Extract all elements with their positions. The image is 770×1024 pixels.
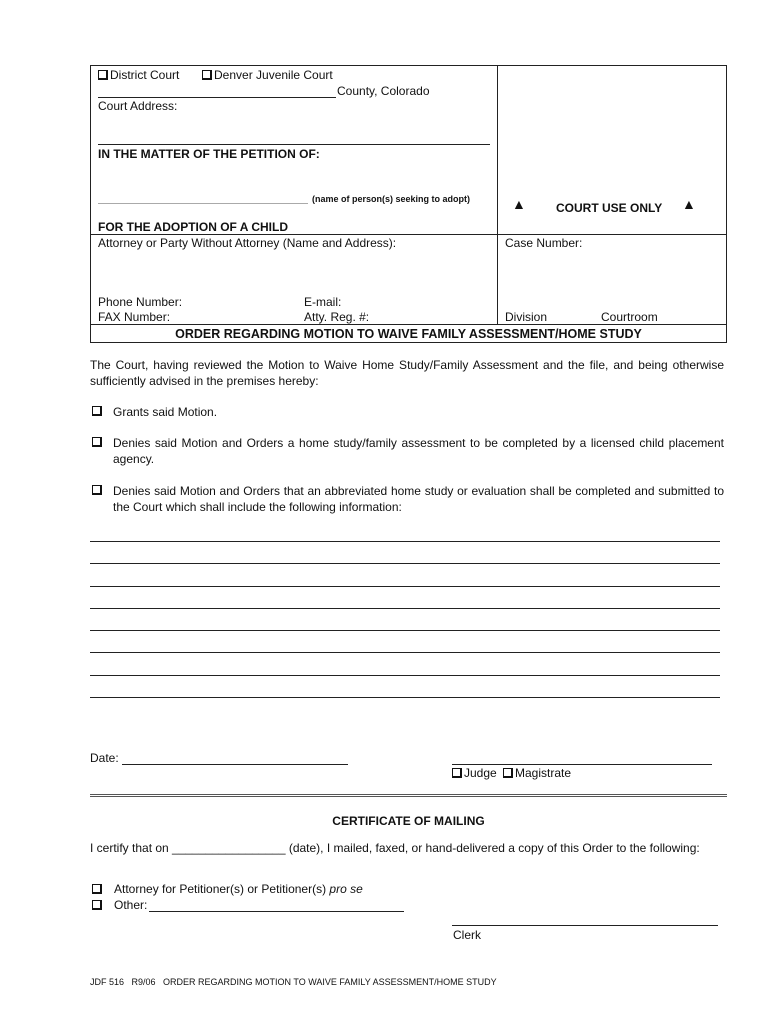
checkbox-icon — [92, 437, 102, 447]
info-line[interactable] — [90, 608, 720, 609]
option-text: Grants said Motion. — [113, 405, 218, 419]
fax-label: FAX Number: — [98, 310, 171, 324]
certificate-text: I certify that on _________________ (date), I mailed, faxed, or hand-delivered a copy of this Order to the following: — [90, 841, 700, 855]
courtroom-label: Courtroom — [601, 310, 658, 324]
checkbox-label: Denver Juvenile Court — [214, 68, 333, 82]
document-title: ORDER REGARDING MOTION TO WAIVE FAMILY ASSESSMENT/HOME STUDY — [175, 327, 642, 341]
footer: JDF 516 R9/06 ORDER REGARDING MOTION TO WAIVE FAMILY ASSESSMENT/HOME STUDY — [90, 977, 497, 987]
info-line[interactable] — [90, 586, 720, 587]
checkbox-label: Magistrate — [515, 766, 572, 780]
info-line[interactable] — [90, 630, 720, 631]
other-recipient-checkbox[interactable] — [92, 898, 104, 912]
clerk-signature-line[interactable] — [452, 925, 718, 926]
checkbox-icon — [452, 768, 462, 778]
division-label: Division — [505, 310, 548, 324]
clerk-label: Clerk — [453, 928, 482, 942]
attorney-recipient-checkbox[interactable] — [92, 882, 104, 896]
checkbox-icon — [202, 70, 212, 80]
up-triangle-icon: ▲ — [512, 196, 526, 212]
divider — [90, 324, 727, 325]
other-field[interactable] — [149, 911, 404, 912]
court-use-only: COURT USE ONLY — [556, 201, 663, 215]
info-line[interactable] — [90, 563, 720, 564]
info-line[interactable] — [90, 675, 720, 676]
date-label: Date: — [90, 751, 119, 765]
divider — [90, 234, 727, 235]
divider — [497, 65, 498, 325]
magistrate-checkbox[interactable] — [503, 766, 571, 780]
checkbox-icon — [92, 406, 102, 416]
checkbox-icon — [92, 884, 102, 894]
checkbox-icon — [92, 900, 102, 910]
checkbox-icon — [98, 70, 108, 80]
grant-checkbox[interactable] — [92, 404, 104, 418]
court-address-label: Court Address: — [98, 99, 178, 113]
county-field[interactable] — [98, 97, 336, 98]
case-number-label: Case Number: — [505, 236, 583, 250]
deny-home-study-checkbox[interactable] — [92, 435, 104, 449]
checkbox-icon — [92, 485, 102, 495]
checkbox-icon — [503, 768, 513, 778]
date-field[interactable] — [122, 764, 348, 765]
court-address-line[interactable] — [98, 144, 490, 145]
info-line[interactable] — [90, 652, 720, 653]
petitioner-name-field[interactable] — [98, 203, 308, 204]
recipient-label: Attorney for Petitioner(s) or Petitioner(s) pro se — [114, 882, 363, 896]
signature-line[interactable] — [452, 764, 712, 765]
denver-juvenile-court-checkbox[interactable] — [202, 68, 333, 82]
matter-label: IN THE MATTER OF THE PETITION OF: — [98, 147, 320, 161]
district-court-checkbox[interactable] — [98, 68, 179, 82]
phone-label: Phone Number: — [98, 295, 183, 309]
name-hint: (name of person(s) seeking to adopt) — [312, 194, 471, 204]
option-text: Denies said Motion and Orders that an abbreviated home study or evaluation shall be completed and submitted to the Court which shall include the following information: — [113, 484, 724, 514]
up-triangle-icon: ▲ — [682, 196, 696, 212]
judge-checkbox[interactable] — [452, 766, 497, 780]
adoption-label: FOR THE ADOPTION OF A CHILD — [98, 220, 288, 234]
section-divider — [90, 794, 727, 797]
deny-abbreviated-checkbox[interactable] — [92, 483, 104, 497]
county-label: County, Colorado — [337, 84, 430, 98]
info-line[interactable] — [90, 697, 720, 698]
info-line[interactable] — [90, 541, 720, 542]
atty-reg-label: Atty. Reg. #: — [304, 310, 370, 324]
attorney-label: Attorney or Party Without Attorney (Name and Address): — [98, 236, 397, 250]
email-label: E-mail: — [304, 295, 342, 309]
checkbox-label: Judge — [464, 766, 497, 780]
checkbox-label: District Court — [110, 68, 180, 82]
certificate-title: CERTIFICATE OF MAILING — [332, 814, 485, 828]
intro-text: The Court, having reviewed the Motion to Waive Home Study/Family Assessment and the file, and being otherwise sufficiently advised in the premises hereby: — [90, 358, 724, 388]
other-label: Other: — [114, 898, 148, 912]
option-text: Denies said Motion and Orders a home study/family assessment to be completed by a licensed child placement agency. — [113, 436, 724, 466]
